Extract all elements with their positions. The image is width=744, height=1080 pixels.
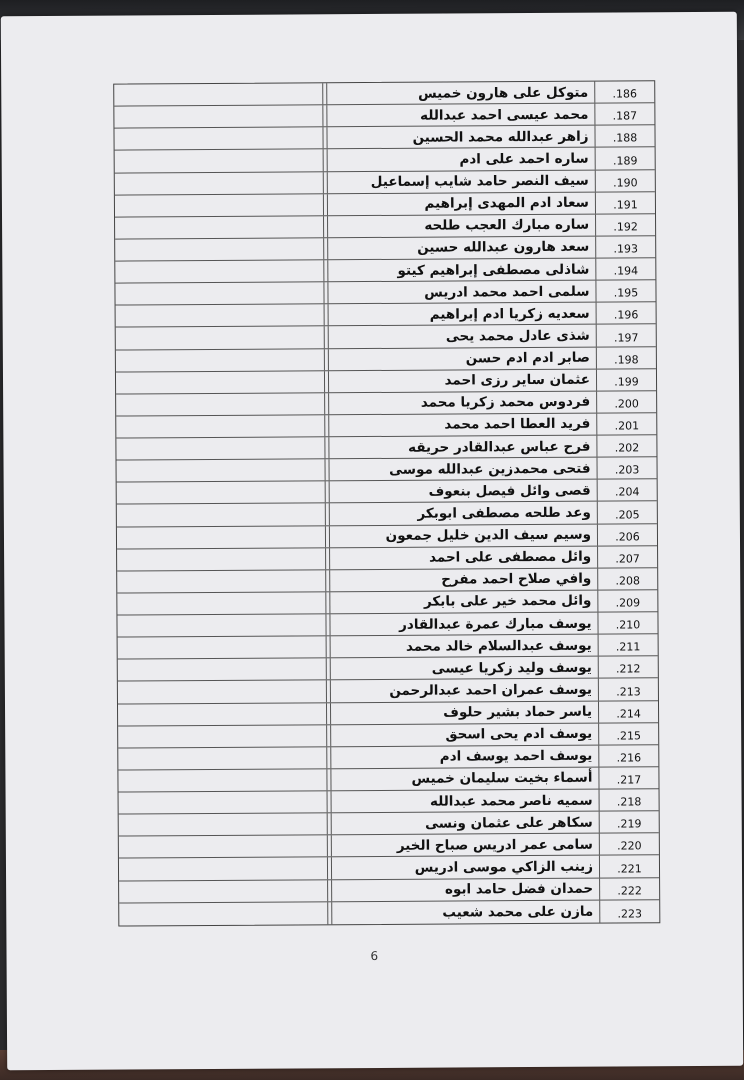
- table-row: [117, 590, 657, 615]
- table-row: [119, 789, 659, 814]
- empty-cell: [323, 260, 327, 281]
- empty-cell: [119, 836, 327, 858]
- empty-cell: [116, 437, 324, 459]
- row-number: .187: [594, 103, 654, 124]
- table-row: [117, 568, 657, 593]
- empty-cell: [116, 327, 324, 349]
- empty-cell: [115, 260, 323, 282]
- row-number: .218: [599, 789, 659, 810]
- empty-cell: [115, 194, 323, 216]
- table-row: [119, 878, 659, 903]
- empty-cell: [117, 548, 325, 570]
- row-number: .203: [596, 457, 656, 478]
- empty-cell: [118, 636, 326, 658]
- empty-cell: [118, 769, 326, 791]
- table-row: [118, 701, 658, 726]
- empty-cell: [114, 128, 322, 150]
- empty-cell: [325, 482, 329, 503]
- page-number: 6: [370, 948, 379, 964]
- empty-cell: [327, 836, 331, 857]
- row-number: .207: [597, 546, 657, 567]
- empty-cell: [322, 83, 326, 104]
- row-number: .189: [595, 148, 655, 169]
- row-name: وائل مصطفى على احمد: [329, 546, 597, 569]
- row-number: .194: [595, 258, 655, 279]
- row-name: سامى عمر ادريس صباح الخير: [331, 834, 599, 857]
- empty-cell: [117, 614, 325, 636]
- empty-cell: [115, 150, 323, 172]
- row-number: .209: [597, 590, 657, 611]
- table-row: [115, 192, 655, 217]
- row-name: يوسف عبدالسلام خالد محمد: [330, 635, 598, 658]
- row-name: ساره احمد على ادم: [327, 148, 595, 171]
- table-row: [117, 612, 657, 637]
- empty-cell: [324, 327, 328, 348]
- row-number: .186: [594, 81, 654, 102]
- row-number: .192: [595, 214, 655, 235]
- row-number: .216: [598, 745, 658, 766]
- empty-cell: [114, 105, 322, 127]
- row-name: عثمان ساير رزى احمد: [328, 369, 596, 392]
- empty-cell: [323, 150, 327, 171]
- row-number: .212: [598, 657, 658, 678]
- table-row: [116, 347, 656, 372]
- table-row: [115, 258, 655, 283]
- row-name: وائل محمد خير على بابكر: [329, 590, 597, 613]
- row-number: .222: [599, 878, 659, 899]
- empty-cell: [119, 791, 327, 813]
- table-row: [117, 546, 657, 571]
- row-name: مازن على محمد شعيب: [331, 900, 599, 924]
- empty-cell: [119, 902, 327, 925]
- table-row: [115, 170, 655, 195]
- table-row: [116, 303, 656, 328]
- table-row: [116, 325, 656, 350]
- empty-cell: [116, 393, 324, 415]
- empty-cell: [117, 592, 325, 614]
- names-table: [113, 80, 660, 926]
- row-number: .219: [599, 811, 659, 832]
- empty-cell: [327, 902, 331, 924]
- row-number: .215: [598, 723, 658, 744]
- table-row: [118, 723, 658, 748]
- empty-cell: [324, 393, 328, 414]
- row-name: شذى عادل محمد يحى: [328, 325, 596, 348]
- row-name: ساره مبارك العجب طلحه: [327, 214, 595, 237]
- empty-cell: [116, 371, 324, 393]
- empty-cell: [118, 659, 326, 681]
- row-number: .198: [596, 347, 656, 368]
- empty-cell: [323, 194, 327, 215]
- table-row: [118, 657, 658, 682]
- table-row: [119, 900, 659, 925]
- table-row: [116, 369, 656, 394]
- row-name: أسماء بخيت سليمان خميس: [330, 767, 598, 790]
- row-name: محمد عيسى احمد عبدالله: [326, 104, 594, 127]
- row-name: زاهر عبدالله محمد الحسين: [326, 126, 594, 149]
- empty-cell: [115, 216, 323, 238]
- empty-cell: [324, 305, 328, 326]
- empty-cell: [325, 526, 329, 547]
- table-row: [114, 126, 654, 151]
- empty-cell: [326, 725, 330, 746]
- table-row: [118, 767, 658, 792]
- empty-cell: [326, 636, 330, 657]
- row-name: سعد هارون عبدالله حسين: [327, 237, 595, 260]
- table-row: [115, 236, 655, 261]
- table-row: [117, 524, 657, 549]
- empty-cell: [325, 570, 329, 591]
- row-number: .190: [595, 170, 655, 191]
- empty-cell: [326, 659, 330, 680]
- row-name: فريد العطا احمد محمد: [328, 414, 596, 437]
- row-number: .195: [595, 280, 655, 301]
- row-number: .210: [597, 612, 657, 633]
- row-name: فرح عباس عبدالقادر حريقه: [328, 436, 596, 459]
- empty-cell: [119, 813, 327, 835]
- empty-cell: [118, 725, 326, 747]
- row-name: شاذلى مصطفى إبراهيم كيتو: [327, 259, 595, 282]
- row-name: سعاد ادم المهدى إبراهيم: [327, 192, 595, 215]
- table-row: [116, 413, 656, 438]
- row-number: .221: [599, 856, 659, 877]
- empty-cell: [117, 570, 325, 592]
- empty-cell: [114, 83, 322, 105]
- empty-cell: [119, 858, 327, 880]
- row-number: .213: [598, 679, 658, 700]
- empty-cell: [116, 305, 324, 327]
- table-row: [115, 280, 655, 305]
- empty-cell: [117, 459, 325, 481]
- empty-cell: [324, 415, 328, 436]
- empty-cell: [118, 703, 326, 725]
- empty-cell: [325, 459, 329, 480]
- row-name: يوسف وليد زكريا عيسى: [330, 657, 598, 680]
- row-number: .188: [594, 126, 654, 147]
- row-name: وسيم سيف الدين خليل جمعون: [329, 524, 597, 547]
- row-number: .211: [598, 634, 658, 655]
- table-row: [119, 811, 659, 836]
- row-name: قصى وائل فيصل بنعوف: [329, 480, 597, 503]
- row-number: .217: [598, 767, 658, 788]
- empty-cell: [118, 681, 326, 703]
- empty-cell: [322, 105, 326, 126]
- row-name: حمدان فضل حامد ابوه: [331, 878, 599, 901]
- row-number: .201: [596, 413, 656, 434]
- row-number: .193: [595, 236, 655, 257]
- empty-cell: [115, 238, 323, 260]
- row-number: .197: [596, 325, 656, 346]
- empty-cell: [323, 238, 327, 259]
- table-row: [117, 480, 657, 505]
- empty-cell: [115, 172, 323, 194]
- row-name: وافي صلاح احمد مفرح: [329, 568, 597, 591]
- row-name: فتحى محمدزين عبدالله موسى: [329, 458, 597, 481]
- row-number: .223: [599, 900, 659, 922]
- row-name: يوسف ادم يحى اسحق: [330, 723, 598, 746]
- empty-cell: [325, 614, 329, 635]
- row-name: سعديه زكريا ادم إبراهيم: [328, 303, 596, 326]
- row-name: متوكل على هارون خميس: [326, 82, 594, 105]
- empty-cell: [325, 548, 329, 569]
- empty-cell: [323, 282, 327, 303]
- empty-cell: [324, 349, 328, 370]
- empty-cell: [325, 592, 329, 613]
- table-row: [115, 214, 655, 239]
- row-name: سلمى احمد محمد ادريس: [327, 281, 595, 304]
- row-number: .204: [597, 480, 657, 501]
- empty-cell: [327, 813, 331, 834]
- empty-cell: [116, 415, 324, 437]
- table-row: [114, 81, 654, 106]
- empty-cell: [116, 349, 324, 371]
- empty-cell: [117, 504, 325, 526]
- table-row: [118, 679, 658, 704]
- empty-cell: [327, 791, 331, 812]
- table-row: [119, 856, 659, 881]
- row-name: يوسف عمران احمد عبدالرحمن: [330, 679, 598, 702]
- row-name: زينب الزاكي موسى ادريس: [331, 856, 599, 879]
- row-number: .196: [596, 303, 656, 324]
- empty-cell: [324, 437, 328, 458]
- row-name: وعد طلحه مصطفى ابوبكر: [329, 502, 597, 525]
- row-number: .214: [598, 701, 658, 722]
- row-name: يوسف مبارك عمرة عبدالقادر: [329, 613, 597, 636]
- row-number: .200: [596, 391, 656, 412]
- row-number: .191: [595, 192, 655, 213]
- table-row: [115, 148, 655, 173]
- table-row: [117, 457, 657, 482]
- row-name: يوسف احمد يوسف ادم: [330, 745, 598, 768]
- table-row: [118, 634, 658, 659]
- empty-cell: [117, 482, 325, 504]
- empty-cell: [323, 172, 327, 193]
- row-number: .202: [596, 435, 656, 456]
- empty-cell: [115, 282, 323, 304]
- empty-cell: [322, 128, 326, 149]
- row-name: صابر ادم ادم حسن: [328, 347, 596, 370]
- empty-cell: [324, 371, 328, 392]
- row-name: ياسر حماد بشير حلوف: [330, 701, 598, 724]
- row-number: .208: [597, 568, 657, 589]
- document-page: [1, 12, 743, 1070]
- table-row: [117, 502, 657, 527]
- table-row: [116, 391, 656, 416]
- empty-cell: [118, 747, 326, 769]
- empty-cell: [327, 880, 331, 901]
- empty-cell: [326, 703, 330, 724]
- table-row: [116, 435, 656, 460]
- empty-cell: [325, 504, 329, 525]
- empty-cell: [327, 858, 331, 879]
- row-name: سميه ناصر محمد عبدالله: [331, 790, 599, 813]
- row-number: .205: [597, 502, 657, 523]
- empty-cell: [326, 681, 330, 702]
- empty-cell: [119, 880, 327, 902]
- empty-cell: [326, 769, 330, 790]
- row-number: .199: [596, 369, 656, 390]
- empty-cell: [323, 216, 327, 237]
- row-name: سكاهر على عثمان ونسى: [331, 812, 599, 835]
- empty-cell: [326, 747, 330, 768]
- row-number: .206: [597, 524, 657, 545]
- row-name: فردوس محمد زكريا محمد: [328, 391, 596, 414]
- table-row: [119, 834, 659, 859]
- row-number: .220: [599, 834, 659, 855]
- table-row: [118, 745, 658, 770]
- table-row: [114, 103, 654, 128]
- row-name: سيف النصر حامد شايب إسماعيل: [327, 170, 595, 193]
- empty-cell: [117, 526, 325, 548]
